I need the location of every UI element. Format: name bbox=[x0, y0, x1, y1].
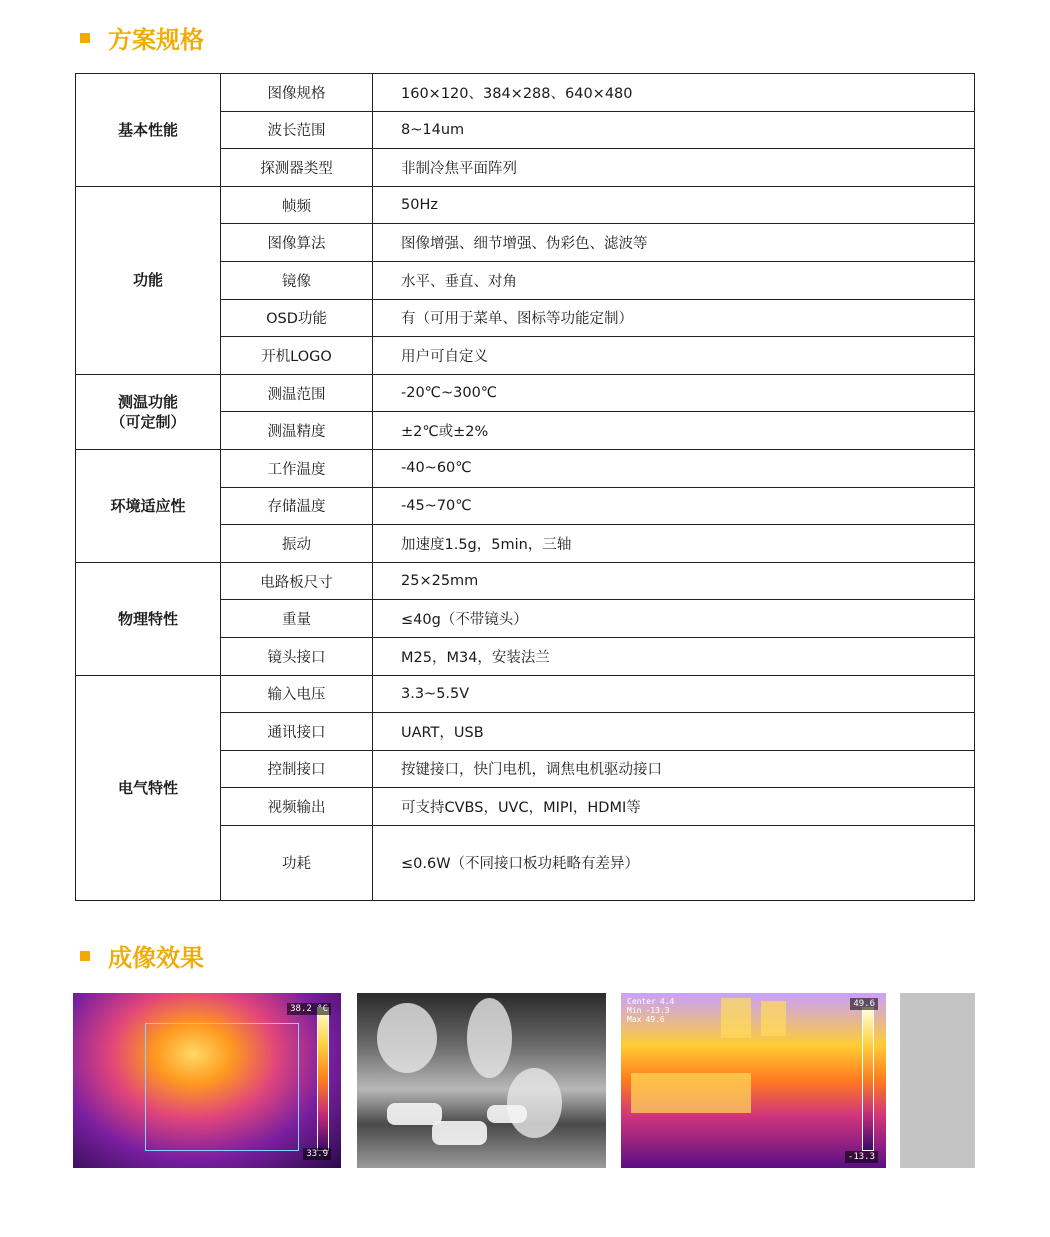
spec-value: ≤0.6W（不同接口板功耗略有差异） bbox=[373, 825, 975, 900]
spec-value: ≤40g（不带镜头） bbox=[373, 600, 975, 638]
spec-value: 可支持CVBS，UVC，MIPI，HDMI等 bbox=[373, 788, 975, 826]
spec-section-heading bbox=[80, 20, 204, 55]
spec-category bbox=[76, 374, 221, 449]
max-label: Max bbox=[627, 1015, 642, 1024]
spec-item: 测温精度 bbox=[221, 412, 373, 450]
spec-value: -40~60℃ bbox=[373, 449, 975, 487]
spec-row bbox=[76, 675, 975, 713]
spec-category bbox=[76, 562, 221, 675]
tree-shape bbox=[467, 998, 512, 1078]
spec-value: UART，USB bbox=[373, 713, 975, 751]
spec-table bbox=[75, 73, 975, 901]
spec-row bbox=[76, 186, 975, 224]
spec-value: 图像增强、细节增强、伪彩色、滤波等 bbox=[373, 224, 975, 262]
spec-item: 帧频 bbox=[221, 186, 373, 224]
spec-value: ±2℃或±2% bbox=[373, 412, 975, 450]
spec-value: -20℃~300℃ bbox=[373, 374, 975, 412]
spec-row bbox=[76, 562, 975, 600]
spec-row bbox=[76, 374, 975, 412]
imaging-section-title: 成像效果 bbox=[108, 944, 204, 972]
spec-item: 图像规格 bbox=[221, 74, 373, 112]
scale-bottom-label: -13.3 bbox=[845, 1151, 878, 1163]
min-label: Min bbox=[627, 1006, 642, 1015]
imaging-section-heading bbox=[80, 938, 204, 973]
roi-box bbox=[145, 1023, 299, 1151]
building-shape bbox=[721, 998, 751, 1038]
scale-top-label: 49.6 bbox=[850, 998, 878, 1010]
spec-row bbox=[76, 74, 975, 112]
car-shape bbox=[387, 1103, 442, 1125]
spec-category-label: 环境适应性 bbox=[110, 496, 186, 515]
spec-category-label: 电气特性 bbox=[117, 778, 178, 797]
spec-item: 测温范围 bbox=[221, 374, 373, 412]
center-value: 4.4 bbox=[659, 997, 675, 1006]
spec-category-label: 功能 bbox=[132, 271, 163, 290]
spec-category-label: 测温功能 bbox=[117, 392, 178, 411]
spec-section-title: 方案规格 bbox=[108, 26, 204, 54]
spec-item: 视频输出 bbox=[221, 788, 373, 826]
spec-category bbox=[76, 449, 221, 562]
color-scale-bar bbox=[317, 1007, 329, 1151]
heading-square-icon bbox=[80, 951, 90, 961]
spec-item: 镜头接口 bbox=[221, 637, 373, 675]
building-shape bbox=[631, 1073, 751, 1113]
min-value: -13.3 bbox=[645, 1006, 670, 1015]
spec-item: OSD功能 bbox=[221, 299, 373, 337]
spec-category bbox=[76, 675, 221, 900]
building-shape bbox=[761, 1001, 786, 1036]
spec-item: 控制接口 bbox=[221, 750, 373, 788]
spec-category-sublabel: （可定制） bbox=[110, 412, 186, 431]
color-scale-bar bbox=[862, 1007, 874, 1151]
spec-item: 电路板尺寸 bbox=[221, 562, 373, 600]
center-label: Center bbox=[627, 997, 656, 1006]
spec-item: 工作温度 bbox=[221, 449, 373, 487]
temperature-readout bbox=[627, 997, 674, 1024]
thermal-image-parking-lot bbox=[357, 993, 606, 1168]
spec-item: 波长范围 bbox=[221, 111, 373, 149]
spec-item: 镜像 bbox=[221, 261, 373, 299]
spec-item: 振动 bbox=[221, 525, 373, 563]
spec-category bbox=[76, 186, 221, 374]
spec-item: 通讯接口 bbox=[221, 713, 373, 751]
max-value: 49.6 bbox=[645, 1015, 665, 1024]
spec-value: 按键接口，快门电机，调焦电机驱动接口 bbox=[373, 750, 975, 788]
min-temp-label: 33.9 bbox=[303, 1148, 331, 1160]
spec-item: 存储温度 bbox=[221, 487, 373, 525]
spec-value: 8~14um bbox=[373, 111, 975, 149]
image-placeholder bbox=[900, 993, 975, 1168]
thermal-image-switchgear bbox=[73, 993, 341, 1168]
spec-value: 3.3~5.5V bbox=[373, 675, 975, 713]
tree-shape bbox=[507, 1068, 562, 1138]
spec-value: 非制冷焦平面阵列 bbox=[373, 149, 975, 187]
spec-category bbox=[76, 74, 221, 187]
tree-shape bbox=[377, 1003, 437, 1073]
spec-item: 开机LOGO bbox=[221, 337, 373, 375]
spec-category-label: 物理特性 bbox=[117, 609, 178, 628]
spec-row bbox=[76, 449, 975, 487]
spec-item: 图像算法 bbox=[221, 224, 373, 262]
spec-value: M25，M34，安装法兰 bbox=[373, 637, 975, 675]
spec-value: 25×25mm bbox=[373, 562, 975, 600]
spec-value: 用户可自定义 bbox=[373, 337, 975, 375]
spec-value: 水平、垂直、对角 bbox=[373, 261, 975, 299]
spec-category-label: 基本性能 bbox=[117, 120, 178, 139]
spec-value: 加速度1.5g，5min，三轴 bbox=[373, 525, 975, 563]
heading-square-icon bbox=[80, 33, 90, 43]
thermal-image-cityscape bbox=[621, 993, 886, 1168]
max-temp-label: 38.2 °C bbox=[287, 1003, 331, 1015]
spec-item: 功耗 bbox=[221, 825, 373, 900]
spec-value: 有（可用于菜单、图标等功能定制） bbox=[373, 299, 975, 337]
car-shape bbox=[487, 1105, 527, 1123]
spec-item: 输入电压 bbox=[221, 675, 373, 713]
spec-value: 160×120、384×288、640×480 bbox=[373, 74, 975, 112]
spec-value: -45~70℃ bbox=[373, 487, 975, 525]
car-shape bbox=[432, 1121, 487, 1145]
spec-value: 50Hz bbox=[373, 186, 975, 224]
spec-item: 重量 bbox=[221, 600, 373, 638]
spec-item: 探测器类型 bbox=[221, 149, 373, 187]
